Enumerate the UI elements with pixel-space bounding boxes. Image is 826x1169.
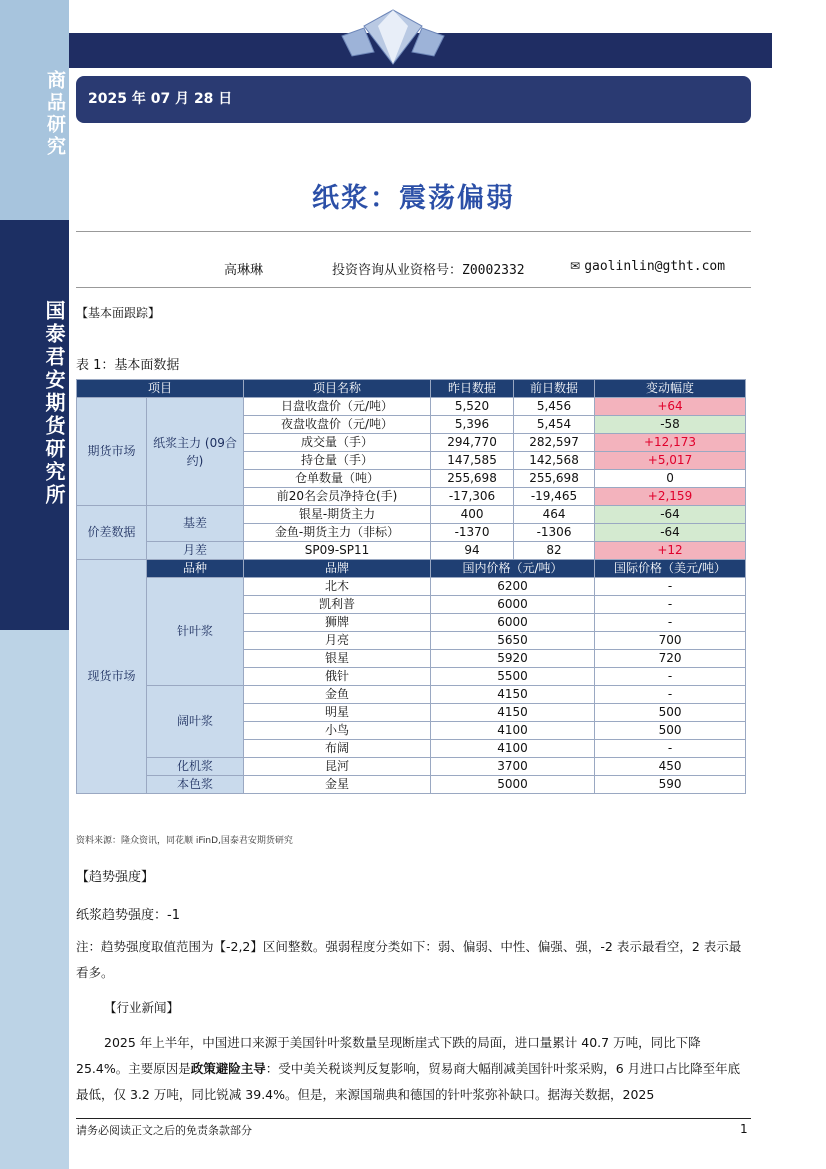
intl-price: 720 [595, 650, 746, 668]
variety-label: 针叶浆 [147, 578, 244, 686]
brand-name: 明星 [244, 704, 431, 722]
intl-price: - [595, 686, 746, 704]
domestic-price: 6200 [431, 578, 595, 596]
value-yesterday: 255,698 [431, 470, 514, 488]
table-row [77, 758, 746, 776]
brand-name: 银星 [244, 650, 431, 668]
spot-header-variety: 品种 [147, 560, 244, 578]
sidebar-top-block [0, 0, 69, 220]
brand-name: 俄针 [244, 668, 431, 686]
domestic-price: 6000 [431, 614, 595, 632]
trend-note: 注：趋势强度取值范围为【-2,2】区间整数。强弱程度分类如下：弱、偏弱、中性、偏强、强，-2 表示最看空，2 表示最看多。 [76, 939, 742, 980]
author-email[interactable]: gaolinlin@gtht.com [584, 259, 726, 274]
intl-price: 500 [595, 704, 746, 722]
variety-label: 阔叶浆 [147, 686, 244, 758]
value-prev: 142,568 [514, 452, 595, 470]
month-spread-label: 月差 [147, 542, 244, 560]
value-prev: -19,465 [514, 488, 595, 506]
trend-title: 【趋势强度】 [76, 870, 155, 885]
intl-price: - [595, 578, 746, 596]
item-name: 成交量（手） [244, 434, 431, 452]
table-row [77, 380, 746, 398]
value-prev: 82 [514, 542, 595, 560]
domestic-price: 5500 [431, 668, 595, 686]
value-yesterday: 147,585 [431, 452, 514, 470]
intl-price: 500 [595, 722, 746, 740]
intl-price: 450 [595, 758, 746, 776]
footer-divider [76, 1118, 751, 1119]
item-name: 金鱼-期货主力（非标） [244, 524, 431, 542]
domestic-price: 5000 [431, 776, 595, 794]
news-bold: 政策避险主导 [190, 1061, 266, 1076]
sidebar-category-label: 商品研究 [44, 70, 66, 158]
futures-contract: 纸浆主力 (09合约) [147, 398, 244, 506]
item-name: 持仓量（手） [244, 452, 431, 470]
cert-number: Z0002332 [462, 263, 525, 278]
category-spread: 价差数据 [77, 506, 147, 560]
item-name: 银星-期货主力 [244, 506, 431, 524]
item-name: 前20名会员净持仓(手) [244, 488, 431, 506]
header-item: 项目 [77, 380, 244, 398]
report-title: 纸浆：震荡偏弱 [312, 183, 515, 214]
category-spot: 现货市场 [77, 560, 147, 794]
value-prev: 5,454 [514, 416, 595, 434]
brand-name: 小鸟 [244, 722, 431, 740]
domestic-price: 5650 [431, 632, 595, 650]
header-item-name: 项目名称 [244, 380, 431, 398]
data-source: 资料来源：隆众资讯，同花顺 iFinD,国泰君安期货研究 [76, 836, 293, 846]
fundamental-table [76, 379, 746, 794]
value-change: 0 [595, 470, 746, 488]
brand-name: 狮牌 [244, 614, 431, 632]
brand-name: 北木 [244, 578, 431, 596]
news-title: 【行业新闻】 [104, 1000, 180, 1015]
table-caption: 表 1：基本面数据 [76, 358, 180, 373]
value-change: +12 [595, 542, 746, 560]
page-number: 1 [740, 1122, 748, 1136]
header-change: 变动幅度 [595, 380, 746, 398]
basis-label: 基差 [147, 506, 244, 542]
table-row [77, 542, 746, 560]
domestic-price: 4100 [431, 740, 595, 758]
title-divider [76, 231, 751, 232]
author-divider [76, 287, 751, 288]
news-text-2: ：受中美关税谈判反复影响，贸易商大幅削减美国针叶浆采购，6 月进口占比降至年底最低，仅 3.2 万吨，同比锐减 39.4%。但是，来源国瑞典和德国的针叶浆弥补缺口。据海关数据，2025 [76, 1061, 741, 1102]
intl-price: - [595, 614, 746, 632]
sidebar [0, 0, 69, 1169]
value-yesterday: 94 [431, 542, 514, 560]
value-prev: 5,456 [514, 398, 595, 416]
variety-label: 本色浆 [147, 776, 244, 794]
value-yesterday: 294,770 [431, 434, 514, 452]
variety-label: 化机浆 [147, 758, 244, 776]
value-yesterday: 5,520 [431, 398, 514, 416]
brand-name: 昆河 [244, 758, 431, 776]
domestic-price: 3700 [431, 758, 595, 776]
value-yesterday: -17,306 [431, 488, 514, 506]
table-row [77, 578, 746, 596]
intl-price: - [595, 596, 746, 614]
brand-name: 月亮 [244, 632, 431, 650]
value-change: -64 [595, 524, 746, 542]
value-change: +64 [595, 398, 746, 416]
intl-price: - [595, 668, 746, 686]
spot-header-brand: 品牌 [244, 560, 431, 578]
cert-line [332, 259, 525, 278]
value-prev: 255,698 [514, 470, 595, 488]
news-paragraph [76, 1030, 751, 1108]
value-change: -58 [595, 416, 746, 434]
table-row [77, 398, 746, 416]
intl-price: - [595, 740, 746, 758]
header-yesterday: 昨日数据 [431, 380, 514, 398]
spot-header-domestic: 国内价格（元/吨） [431, 560, 595, 578]
item-name: SP09-SP11 [244, 542, 431, 560]
email-line [570, 259, 725, 274]
item-name: 日盘收盘价（元/吨） [244, 398, 431, 416]
value-yesterday: 400 [431, 506, 514, 524]
table-row [77, 686, 746, 704]
author-name: 高琳琳 [224, 263, 264, 278]
item-name: 仓单数量（吨） [244, 470, 431, 488]
value-prev: -1306 [514, 524, 595, 542]
news-text-1: 2025 年上半年，中国进口来源于美国针叶浆数量呈现断崖式下跌的局面，进口量累计 40.7 万吨，同比下降 25.4%。主要原因是 [76, 1035, 701, 1076]
value-prev: 282,597 [514, 434, 595, 452]
sidebar-institute-label: 国泰君安期货研究所 [42, 300, 66, 507]
value-yesterday: -1370 [431, 524, 514, 542]
value-change: +2,159 [595, 488, 746, 506]
value-change: +12,173 [595, 434, 746, 452]
domestic-price: 6000 [431, 596, 595, 614]
value-change: -64 [595, 506, 746, 524]
brand-name: 金星 [244, 776, 431, 794]
intl-price: 590 [595, 776, 746, 794]
value-yesterday: 5,396 [431, 416, 514, 434]
date-bar: 2025 年 07 月 28 日 [76, 76, 751, 123]
domestic-price: 4100 [431, 722, 595, 740]
diamond-logo-icon [322, 6, 464, 68]
spot-header-intl: 国际价格（美元/吨） [595, 560, 746, 578]
category-futures: 期货市场 [77, 398, 147, 506]
domestic-price: 5920 [431, 650, 595, 668]
table-row [77, 560, 746, 578]
brand-name: 布阔 [244, 740, 431, 758]
value-change: +5,017 [595, 452, 746, 470]
intl-price: 700 [595, 632, 746, 650]
item-name: 夜盘收盘价（元/吨） [244, 416, 431, 434]
table-row [77, 776, 746, 794]
brand-name: 金鱼 [244, 686, 431, 704]
cert-label: 投资咨询从业资格号： [332, 263, 463, 278]
trend-value: 纸浆趋势强度：-1 [76, 908, 180, 923]
domestic-price: 4150 [431, 704, 595, 722]
value-prev: 464 [514, 506, 595, 524]
table-row [77, 506, 746, 524]
footer-disclaimer: 请务必阅读正文之后的免责条款部分 [76, 1124, 252, 1137]
mail-icon: ✉ [570, 259, 581, 273]
header-prev: 前日数据 [514, 380, 595, 398]
section-fundamental: 【基本面跟踪】 [76, 306, 161, 320]
domestic-price: 4150 [431, 686, 595, 704]
sidebar-institute-block [0, 220, 69, 630]
brand-name: 凯利普 [244, 596, 431, 614]
